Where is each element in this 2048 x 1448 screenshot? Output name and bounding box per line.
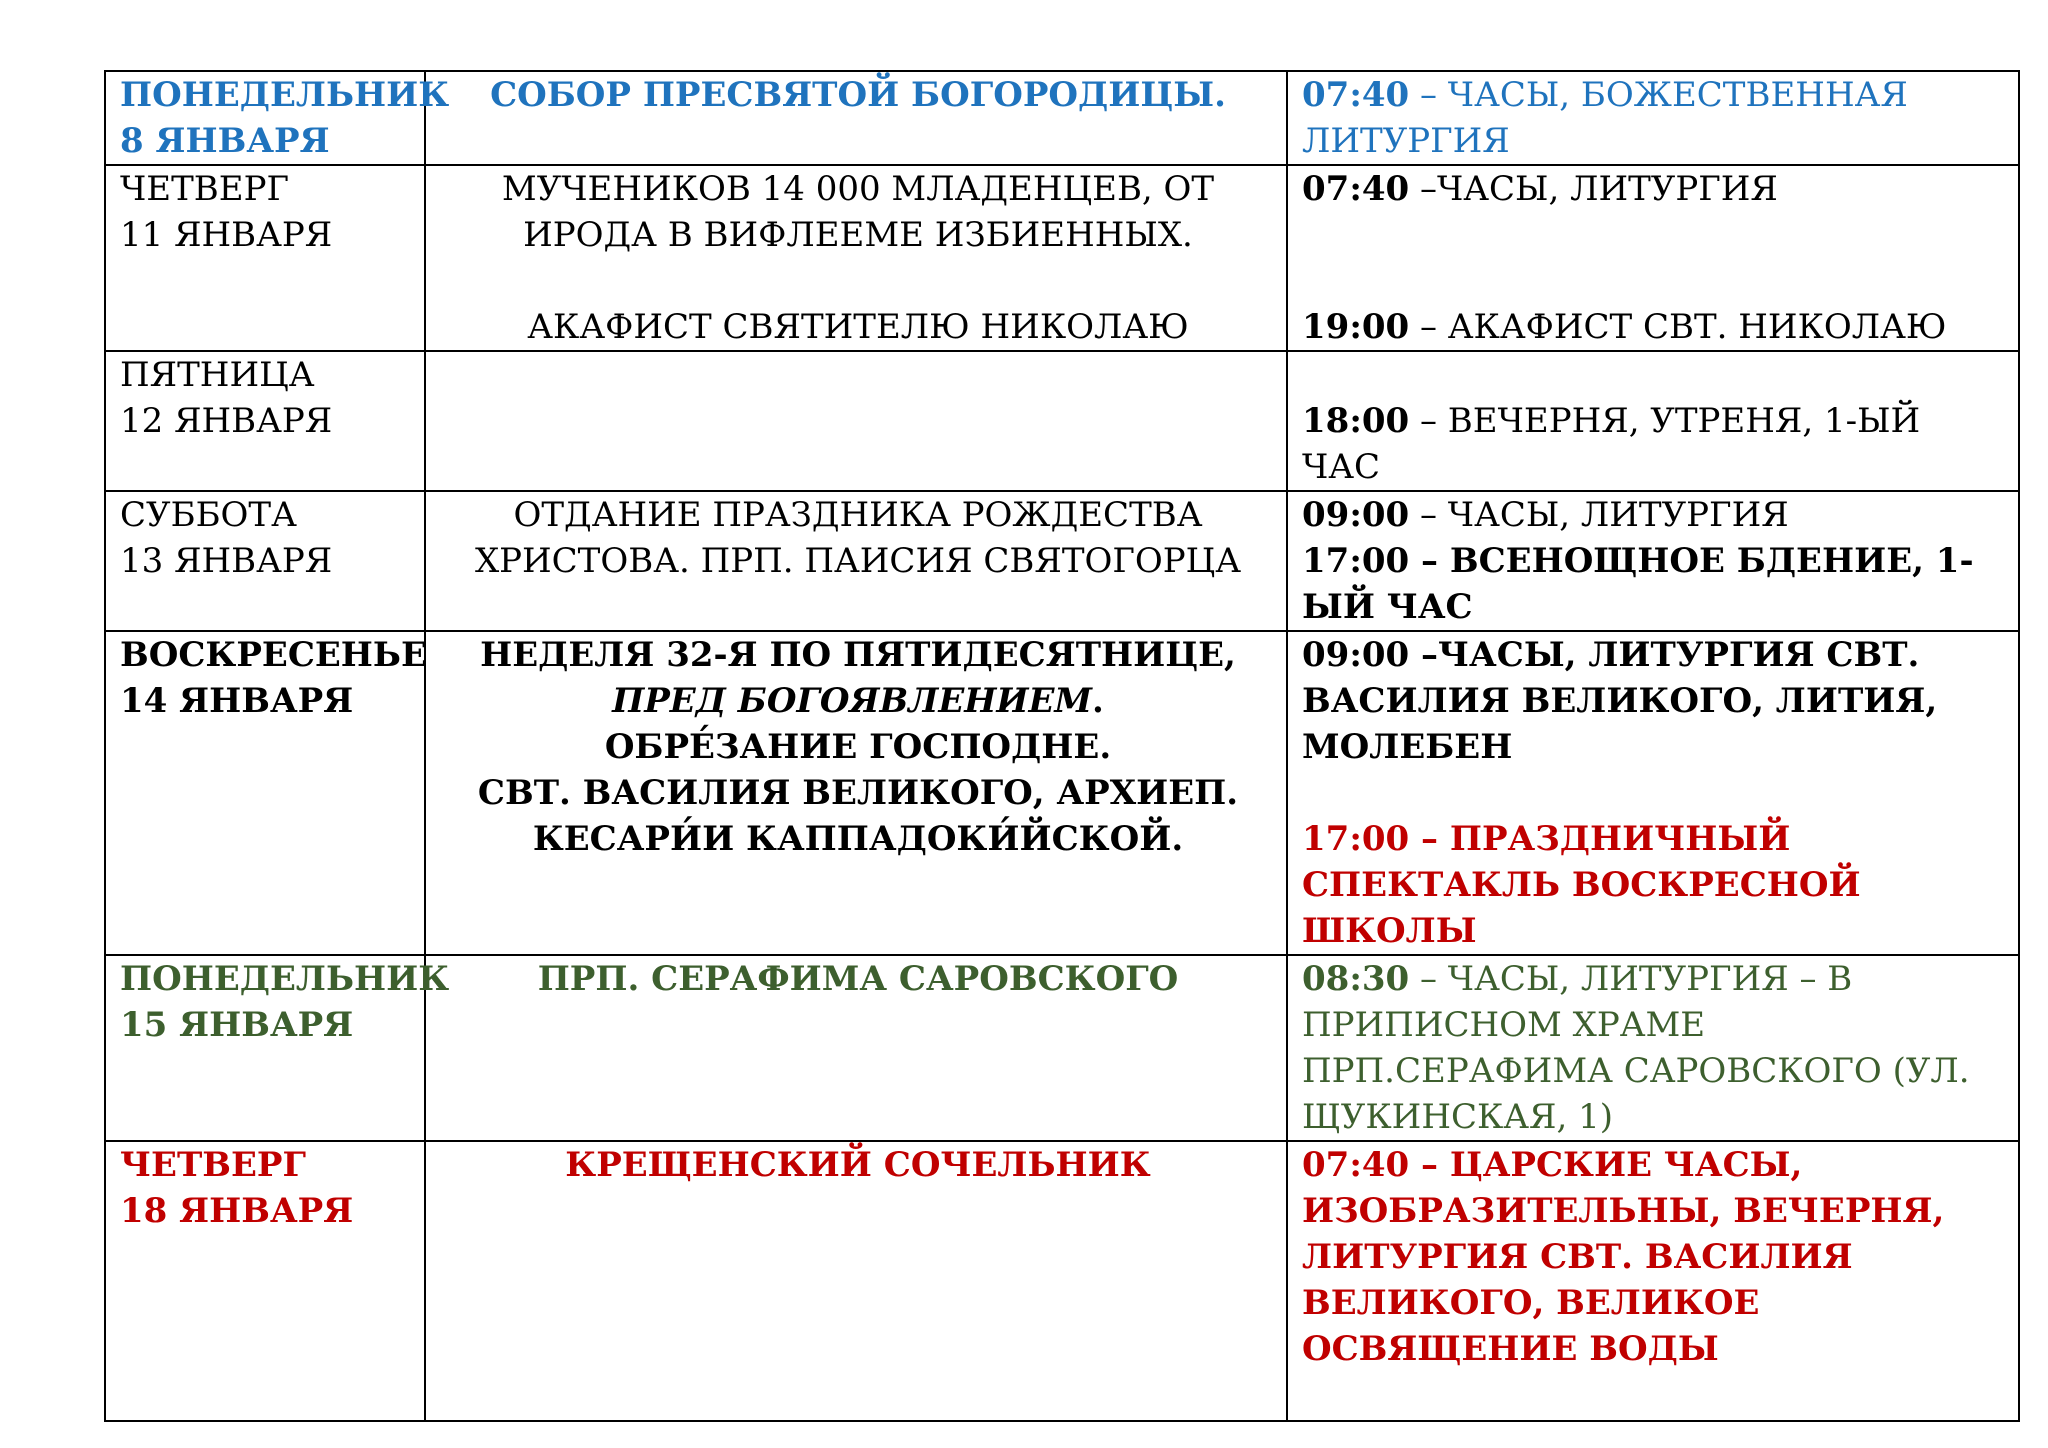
date: 8 ЯНВАРЯ <box>120 121 330 161</box>
service-time: 07:40 <box>1302 75 1410 115</box>
date: 15 ЯНВАРЯ <box>120 1005 354 1045</box>
weekday: ПОНЕДЕЛЬНИК <box>120 75 450 115</box>
service-liturgy: 09:00 –ЧАСЫ, ЛИТУРГИЯ СВТ. ВАСИЛИЯ ВЕЛИКОГО, ЛИТИЯ, МОЛЕБЕН <box>1302 635 1938 767</box>
date: 12 ЯНВАРЯ <box>120 401 333 441</box>
feast-circumcision: ОБРЕ́ЗАНИЕ ГОСПОДНЕ. <box>604 727 1112 767</box>
service-time: 09:00 <box>1302 495 1410 535</box>
date-cell <box>105 351 425 491</box>
service-desc: 07:40 – ЦАРСКИЕ ЧАСЫ, ИЗОБРАЗИТЕЛЬНЫ, ВЕЧЕРНЯ, ЛИТУРГИЯ СВТ. ВАСИЛИЯ ВЕЛИКОГО, ВЕЛИКОЕ ОСВЯЩЕНИЕ ВОДЫ <box>1302 1145 1945 1369</box>
feast-basil: СВТ. ВАСИЛИЯ ВЕЛИКОГО, АРХИЕП. КЕСАРИ́И КАППАДОКИ́ЙСКОЙ. <box>477 773 1239 859</box>
feast-cell <box>425 71 1287 165</box>
table-row <box>105 1141 2019 1421</box>
table-row <box>105 351 2019 491</box>
date-cell <box>105 955 450 1141</box>
table-row <box>105 491 2019 631</box>
service-cell <box>1287 351 2019 491</box>
feast-cell <box>425 491 1287 631</box>
date-cell <box>105 165 425 351</box>
service-cell <box>1287 631 2019 955</box>
service-desc: –ЧАСЫ, ЛИТУРГИЯ <box>1409 169 1778 209</box>
feast-period: . <box>1092 681 1104 721</box>
feast-subtitle: ПРЕД БОГОЯВЛЕНИЕМ <box>612 681 1093 721</box>
table-row <box>105 631 2019 955</box>
service-schedule-table <box>104 70 2020 1422</box>
service-desc: – ЧАСЫ, ЛИТУРГИЯ – В ПРИПИСНОМ ХРАМЕ ПРП.СЕРАФИМА САРОВСКОГО (УЛ. ЩУКИНСКАЯ, 1) <box>1302 959 1970 1137</box>
service-desc: – АКАФИСТ СВТ. НИКОЛАЮ <box>1409 307 1947 347</box>
feast-title: ОТДАНИЕ ПРАЗДНИКА РОЖДЕСТВА ХРИСТОВА. ПРП. ПАИСИЯ СВЯТОГОРЦА <box>474 495 1242 581</box>
weekday: ЧЕТВЕРГ <box>120 1145 306 1185</box>
service-cell <box>1287 71 2019 165</box>
service-cell <box>1287 1141 2019 1421</box>
feast-cell <box>425 631 1287 955</box>
service-time: 18:00 <box>1302 401 1410 441</box>
feast-title: МУЧЕНИКОВ 14 000 МЛАДЕНЦЕВ, ОТ ИРОДА В ВИФЛЕЕМЕ ИЗБИЕННЫХ. <box>501 169 1215 255</box>
date: 13 ЯНВАРЯ <box>120 541 333 581</box>
feast-title: СОБОР ПРЕСВЯТОЙ БОГОРОДИЦЫ. <box>490 75 1226 115</box>
service-cell <box>1287 955 2019 1141</box>
service-desc: – ЧАСЫ, БОЖЕСТВЕННАЯ ЛИТУРГИЯ <box>1302 75 1908 161</box>
feast-akathist: АКАФИСТ СВЯТИТЕЛЮ НИКОЛАЮ <box>527 307 1189 347</box>
feast-cell <box>425 1141 1287 1421</box>
service-time: 19:00 <box>1302 307 1410 347</box>
service-play: 17:00 – ПРАЗДНИЧНЫЙ СПЕКТАКЛЬ ВОСКРЕСНОЙ ШКОЛЫ <box>1302 819 1861 951</box>
date: 14 ЯНВАРЯ <box>120 681 354 721</box>
weekday: ЧЕТВЕРГ <box>120 169 289 209</box>
feast-title: ПРП. СЕРАФИМА САРОВСКОГО <box>537 959 1179 999</box>
date: 11 ЯНВАРЯ <box>120 215 333 255</box>
feast-cell <box>425 165 1287 351</box>
table-row <box>105 71 2019 165</box>
service-vigil: 17:00 – ВСЕНОЩНОЕ БДЕНИЕ, 1-ЫЙ ЧАС <box>1302 541 1974 627</box>
feast-cell <box>425 351 1287 491</box>
service-desc: – ВЕЧЕРНЯ, УТРЕНЯ, 1-ЫЙ ЧАС <box>1302 401 1921 487</box>
date-cell <box>105 1141 425 1421</box>
feast-title: НЕДЕЛЯ 32-Я ПО ПЯТИДЕСЯТНИЦЕ, <box>480 635 1236 675</box>
feast-title: КРЕЩЕНСКИЙ СОЧЕЛЬНИК <box>565 1145 1151 1185</box>
service-time: 07:40 <box>1302 169 1410 209</box>
date-cell <box>105 71 450 165</box>
weekday: ПОНЕДЕЛЬНИК <box>120 959 450 999</box>
service-time: 08:30 <box>1302 959 1410 999</box>
weekday: ПЯТНИЦА <box>120 355 315 395</box>
table-row <box>105 165 2019 351</box>
weekday: ВОСКРЕСЕНЬЕ <box>120 635 427 675</box>
service-cell <box>1287 165 2019 351</box>
weekday: СУББОТА <box>120 495 297 535</box>
service-cell <box>1287 491 2019 631</box>
date-cell <box>105 631 425 955</box>
service-desc: – ЧАСЫ, ЛИТУРГИЯ <box>1409 495 1789 535</box>
feast-cell <box>425 955 1287 1141</box>
date-cell <box>105 491 425 631</box>
date: 18 ЯНВАРЯ <box>120 1191 354 1231</box>
table-row <box>105 955 2019 1141</box>
